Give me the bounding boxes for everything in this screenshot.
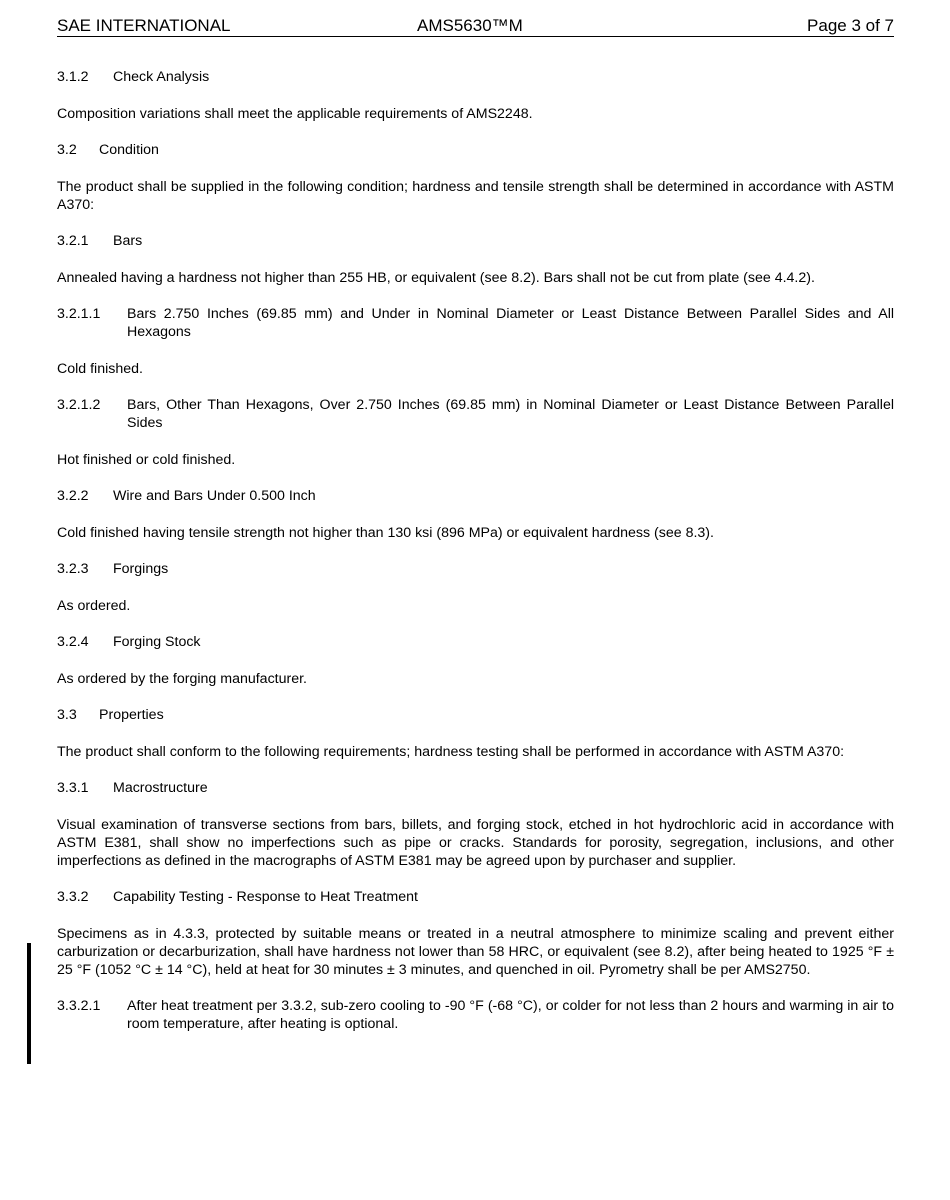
- paragraph: Visual examination of transverse sections from bars, billets, and forging stock, etched in hot hydrochloric acid in accordance with ASTM E381, shall show no imperfections such as pipe or cracks. Standards for porosity, segregation, inclusions, and other imperfections as defined in the macrographs of ASTM E381 may be agreed upon by purchaser and supplier.: [57, 816, 894, 869]
- paragraph: Annealed having a hardness not higher than 255 HB, or equivalent (see 8.2). Bars shall not be cut from plate (see 4.4.2).: [57, 269, 815, 286]
- paragraph: Specimens as in 4.3.3, protected by suitable means or treated in a neutral atmosphere to minimize scaling and prevent either carburization or decarburization, shall have hardness not lower than 58 HRC, or equivalent (see 8.2), after being heated to 1925 °F ± 25 °F (1052 °C ± 14 °C), held at heat for 30 minutes ± 3 minutes, and quenched in oil. Pyrometry shall be per AMS2750.: [57, 925, 894, 978]
- paragraph: Cold finished having tensile strength not higher than 130 ksi (896 MPa) or equivalent hardness (see 8.3).: [57, 524, 714, 541]
- document-body: [57, 68, 894, 1052]
- section-heading: 3.3 Properties: [57, 707, 164, 723]
- section-heading: 3.2.1.2 Bars, Other Than Hexagons, Over 2.750 Inches (69.85 mm) in Nominal Diameter or Least Distance Between Parallel Sides: [57, 397, 894, 431]
- paragraph: The product shall be supplied in the following condition; hardness and tensile strength shall be determined in accordance with ASTM A370:: [57, 178, 894, 213]
- header-organization: SAE INTERNATIONAL: [57, 16, 231, 35]
- paragraph: Composition variations shall meet the applicable requirements of AMS2248.: [57, 105, 533, 122]
- header-document-id: AMS5630™M: [417, 16, 523, 35]
- paragraph: The product shall conform to the following requirements; hardness testing shall be performed in accordance with ASTM A370:: [57, 743, 845, 760]
- section-heading: 3.2.2 Wire and Bars Under 0.500 Inch: [57, 488, 316, 504]
- header-page-number: Page 3 of 7: [807, 16, 894, 35]
- section-heading: 3.3.2.1 After heat treatment per 3.3.2, sub-zero cooling to -90 °F (-68 °C), or colder for not less than 2 hours and warming in air to room temperature, after heating is optional.: [57, 998, 894, 1032]
- section-heading: 3.2.3 Forgings: [57, 561, 169, 577]
- section-heading: 3.2.1.1 Bars 2.750 Inches (69.85 mm) and Under in Nominal Diameter or Least Distance Between Parallel Sides and All Hexagons: [57, 306, 894, 340]
- section-heading: 3.2.4 Forging Stock: [57, 634, 201, 650]
- paragraph: As ordered.: [57, 597, 131, 614]
- section-heading: 3.2.1 Bars: [57, 233, 143, 249]
- page-header: [57, 14, 894, 37]
- paragraph: Hot finished or cold finished.: [57, 451, 236, 468]
- section-heading: 3.3.2 Capability Testing - Response to Heat Treatment: [57, 889, 418, 905]
- section-heading: 3.1.2 Check Analysis: [57, 69, 210, 85]
- paragraph: As ordered by the forging manufacturer.: [57, 670, 307, 687]
- section-heading: 3.2 Condition: [57, 142, 159, 158]
- section-heading: 3.3.1 Macrostructure: [57, 780, 208, 796]
- paragraph: Cold finished.: [57, 360, 143, 377]
- revision-change-bar: [27, 943, 31, 1064]
